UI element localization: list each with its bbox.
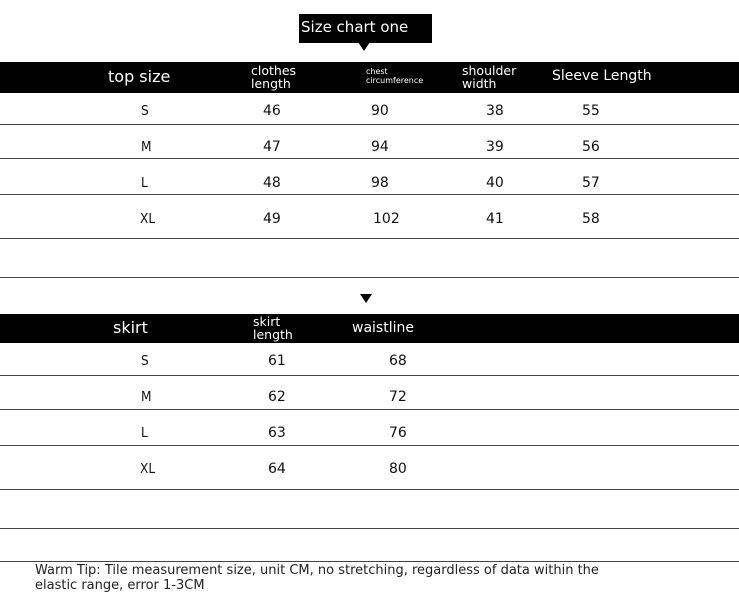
- row-divider: [0, 277, 739, 278]
- warm-tip-line1: Warm Tip: Tile measurement size, unit CM, no stretching, regardless of data within the: [35, 563, 599, 578]
- header-shoulder-line2: width: [462, 76, 497, 91]
- clothes-length-value: 49: [263, 211, 281, 227]
- header-sleeve-length: Sleeve Length: [552, 68, 652, 84]
- header-shoulder-width: [462, 64, 516, 90]
- shoulder-value: 39: [486, 139, 504, 155]
- chest-value: 90: [371, 103, 389, 119]
- shoulder-value: 41: [486, 211, 504, 227]
- row-divider: [0, 409, 739, 410]
- sleeve-value: 58: [582, 211, 600, 227]
- row-divider: [0, 238, 739, 239]
- row-divider: [0, 528, 739, 529]
- header-skirt-length-line1: skirt: [253, 314, 281, 329]
- size-chart-title: Size chart one: [299, 14, 432, 43]
- row-divider: [0, 445, 739, 446]
- waistline-value: 80: [389, 461, 407, 477]
- header-clothes-length-line2: length: [251, 76, 291, 91]
- header-chest-line2: circumference: [366, 76, 424, 85]
- skirt-length-value: 64: [268, 461, 286, 477]
- row-divider: [0, 194, 739, 195]
- header-chest-line1: chest: [366, 67, 388, 76]
- size-label: L: [141, 175, 148, 191]
- header-skirt-length-line2: length: [253, 327, 293, 342]
- shoulder-value: 38: [486, 103, 504, 119]
- clothes-length-value: 48: [263, 175, 281, 191]
- skirt-length-value: 61: [268, 353, 286, 369]
- header-clothes-length-line1: clothes: [251, 63, 297, 78]
- sleeve-value: 57: [582, 175, 600, 191]
- chest-value: 102: [373, 211, 400, 227]
- header-shoulder-line1: shoulder: [462, 63, 517, 78]
- row-divider: [0, 489, 739, 490]
- skirt-header-bar: [0, 314, 739, 343]
- row-divider: [0, 561, 739, 562]
- waistline-value: 68: [389, 353, 407, 369]
- warm-tip-note: [35, 563, 715, 593]
- chest-value: 94: [371, 139, 389, 155]
- skirt-length-value: 62: [268, 389, 286, 405]
- size-label: XL: [140, 211, 156, 227]
- warm-tip-line2: elastic range, error 1-3CM: [35, 578, 205, 593]
- header-clothes-length: [251, 64, 296, 90]
- sleeve-value: 55: [582, 103, 600, 119]
- title-pointer-icon: [358, 42, 370, 51]
- row-divider: [0, 375, 739, 376]
- size-label: XL: [140, 461, 156, 477]
- header-chest-circumference: [366, 67, 423, 85]
- size-label: L: [141, 425, 148, 441]
- size-label: M: [141, 139, 152, 155]
- waistline-value: 72: [389, 389, 407, 405]
- waistline-value: 76: [389, 425, 407, 441]
- clothes-length-value: 46: [263, 103, 281, 119]
- skirt-length-value: 63: [268, 425, 286, 441]
- row-divider: [0, 124, 739, 125]
- size-label: S: [141, 103, 149, 119]
- shoulder-value: 40: [486, 175, 504, 191]
- sleeve-value: 56: [582, 139, 600, 155]
- down-arrow-icon: [360, 294, 372, 303]
- header-skirt-length: [253, 315, 293, 341]
- size-label: M: [141, 389, 152, 405]
- header-skirt: skirt: [113, 318, 148, 337]
- header-top-size: top size: [108, 67, 171, 86]
- header-waistline: waistline: [352, 320, 414, 336]
- row-divider: [0, 158, 739, 159]
- size-label: S: [141, 353, 149, 369]
- chest-value: 98: [371, 175, 389, 191]
- clothes-length-value: 47: [263, 139, 281, 155]
- top-size-header-bar: [0, 62, 739, 93]
